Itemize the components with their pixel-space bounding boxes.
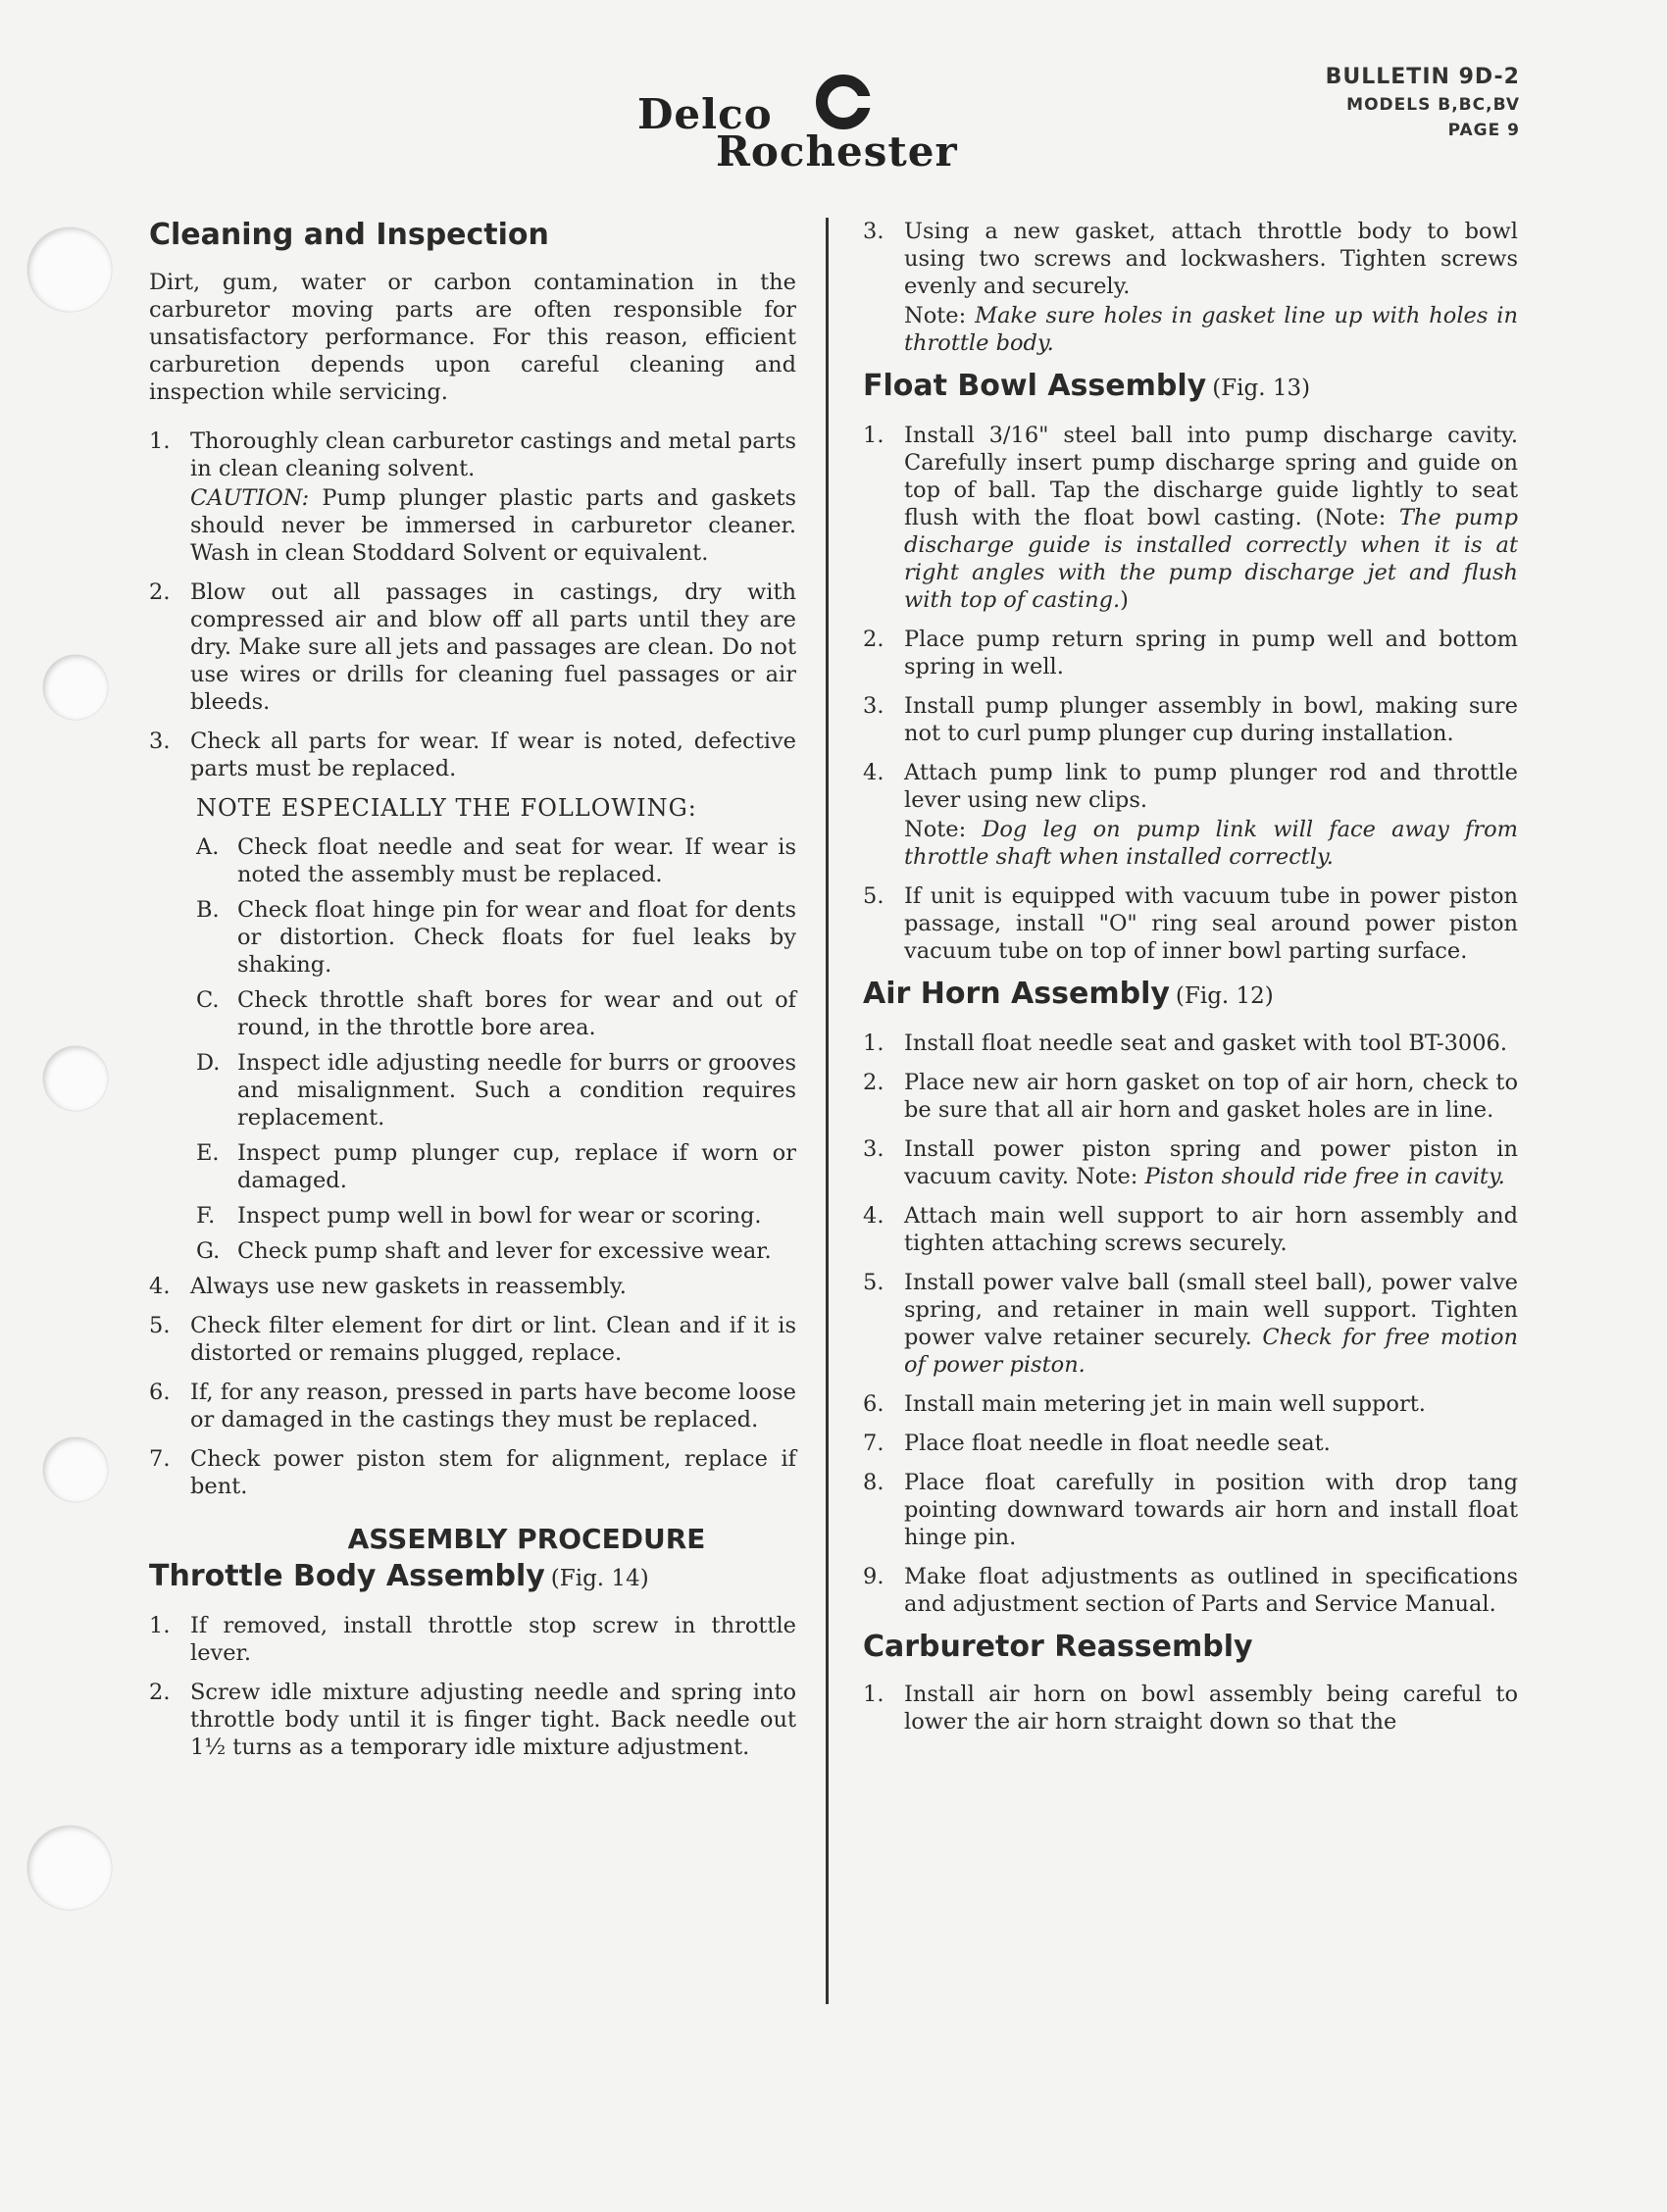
list-item: [863, 1430, 1518, 1457]
item-italic-text: Piston should ride free in cavity.: [1144, 1164, 1505, 1189]
item-text: Make float adjustments as outlined in specifications and adjustment section of Parts and Service Manual.: [904, 1564, 1518, 1617]
section-title-float-bowl: [863, 369, 1518, 406]
item-text: Install power piston spring and power piston in vacuum cavity. Note:: [904, 1136, 1518, 1189]
item-letter: C.: [196, 987, 220, 1013]
item-text: Check filter element for dirt or lint. Clean and if it is distorted or remains plugged, replace.: [190, 1313, 796, 1366]
item-text: If unit is equipped with vacuum tube in power piston passage, install "O" ring seal around power piston vacuum tube on top of inner bowl parting surface.: [904, 883, 1518, 964]
note-especially-heading: NOTE ESPECIALLY THE FOLLOWING:: [196, 794, 697, 822]
item-text: Using a new gasket, attach throttle body to bowl using two screws and lockwashers. Tighten screws evenly and securely.: [904, 219, 1518, 299]
list-item: [863, 692, 1518, 747]
item-number: 5.: [863, 883, 884, 909]
item-number: 1.: [863, 1682, 884, 1707]
note-text: Make sure holes in gasket line up with holes in throttle body.: [904, 303, 1518, 356]
item-number: 5.: [863, 1270, 884, 1295]
list-item: [863, 1681, 1518, 1735]
list-item: [863, 1069, 1518, 1124]
item-text: Always use new gaskets in reassembly.: [190, 1274, 627, 1299]
list-item: [149, 1273, 796, 1300]
binder-hole-5: [27, 1826, 112, 1910]
item-number: 3.: [149, 729, 171, 754]
list-item: [863, 1135, 1518, 1190]
list-item: [149, 1679, 796, 1761]
sub-list-item: [149, 986, 796, 1041]
figure-reference: (Fig. 12): [1175, 983, 1274, 1009]
item-text: Place new air horn gasket on top of air horn, check to be sure that all air horn and gasket holes are in line.: [904, 1070, 1518, 1123]
list-item: [149, 728, 796, 782]
item-text: If, for any reason, pressed in parts have become loose or damaged in the castings they must be replaced.: [190, 1380, 796, 1433]
item-tail: ): [1120, 587, 1129, 613]
item-text: Install float needle seat and gasket with tool BT-3006.: [904, 1031, 1507, 1056]
item-text: Place float needle in float needle seat.: [904, 1431, 1331, 1456]
item-number: 1.: [863, 1031, 884, 1056]
bulletin-header: [1326, 65, 1520, 140]
item-text: If removed, install throttle stop screw in throttle lever.: [190, 1613, 796, 1666]
list-item: [149, 1445, 796, 1500]
list-item: [863, 626, 1518, 680]
bulletin-number: BULLETIN 9D-2: [1325, 65, 1520, 89]
right-column: [863, 218, 1518, 1747]
list-item: [149, 1612, 796, 1667]
item-text: Blow out all passages in castings, dry with compressed air and blow off all parts until they are dry. Make sure all jets and passages are clean. Do not use wires or drills for cleaning fuel passages or air bleeds.: [190, 579, 796, 715]
float-title-text: Float Bowl Assembly: [863, 369, 1207, 403]
item-text: Install power valve ball (small steel ball), power valve spring, and retainer in main well support. Tighten power valve retainer securely.: [904, 1270, 1518, 1350]
binder-hole-1: [27, 227, 112, 312]
item-text: Install 3/16" steel ball into pump discharge cavity. Carefully insert pump discharge spring and guide on top of ball. Tap the discharge guide lightly to seat flush with the float bowl casting. (Note:: [904, 423, 1518, 530]
item-number: 2.: [149, 1680, 171, 1705]
item-text: Thoroughly clean carburetor castings and metal parts in clean cleaning solvent.: [190, 428, 796, 481]
item-text: Check throttle shaft bores for wear and out of round, in the throttle bore area.: [237, 987, 796, 1040]
item-text: Attach main well support to air horn assembly and tighten attaching screws securely.: [904, 1203, 1518, 1256]
sub-list-item: [149, 1202, 796, 1230]
list-item: [149, 427, 796, 567]
list-item: [863, 1030, 1518, 1057]
left-column: [149, 218, 796, 1773]
list-item: [149, 1379, 796, 1433]
list-item: [863, 422, 1518, 614]
sub-list-item: [149, 1139, 796, 1194]
item-letter: A.: [196, 834, 220, 860]
item-number: 6.: [863, 1391, 884, 1417]
sub-list-item: [149, 1237, 796, 1265]
item-text: Place float carefully in position with drop tang pointing downward towards air horn and install float hinge pin.: [904, 1470, 1518, 1550]
item-number: 8.: [863, 1470, 884, 1495]
list-item: [149, 578, 796, 716]
caution-label: CAUTION:: [190, 485, 310, 511]
binder-hole-4: [43, 1437, 108, 1502]
item-number: 1.: [149, 1613, 171, 1638]
section-title-throttle-body: [149, 1559, 796, 1596]
assembly-procedure-heading: ASSEMBLY PROCEDURE: [347, 1523, 706, 1555]
item-text: Install main metering jet in main well support.: [904, 1391, 1426, 1417]
section-title-air-horn: [863, 977, 1518, 1014]
item-number: 2.: [863, 1070, 884, 1095]
list-item: [863, 1563, 1518, 1618]
item-letter: G.: [196, 1238, 221, 1264]
item-text: Place pump return spring in pump well and bottom spring in well.: [904, 627, 1518, 679]
item-italic-text: The pump discharge guide is installed correctly when it is at right angles with the pump discharge jet and flush with top of casting.: [904, 505, 1518, 613]
list-item: [863, 1390, 1518, 1418]
item-number: 2.: [863, 627, 884, 652]
models-label: MODELS B,BC,BV: [1346, 95, 1520, 115]
note: [904, 302, 1518, 357]
sub-list-item: [149, 896, 796, 979]
item-letter: F.: [196, 1203, 216, 1229]
logo-text-delco: Delco: [637, 90, 773, 138]
list-item: [863, 218, 1518, 357]
item-text: Screw idle mixture adjusting needle and spring into throttle body until it is finger tight. Back needle out 1½ turns as a temporary idle mixture adjustment.: [190, 1680, 796, 1760]
throttle-title-text: Throttle Body Assembly: [149, 1559, 545, 1593]
list-item: [863, 1469, 1518, 1551]
section-title-cleaning: Cleaning and Inspection: [149, 218, 549, 252]
sub-list-item: [149, 1049, 796, 1131]
item-number: 7.: [863, 1431, 884, 1456]
item-text: Check pump shaft and lever for excessive wear.: [237, 1238, 772, 1264]
item-number: 5.: [149, 1313, 171, 1338]
item-text: Install pump plunger assembly in bowl, making sure not to curl pump plunger cup during installation.: [904, 693, 1518, 746]
figure-reference: (Fig. 14): [550, 1566, 649, 1591]
binder-hole-2: [43, 655, 108, 720]
note-label: Note:: [904, 303, 967, 328]
item-letter: B.: [196, 897, 220, 923]
item-text: Check float hinge pin for wear and float for dents or distortion. Check floats for fuel leaks by shaking.: [237, 897, 796, 978]
caution-note: [190, 484, 796, 567]
item-letter: D.: [196, 1050, 221, 1076]
item-number: 9.: [863, 1564, 884, 1589]
item-letter: E.: [196, 1140, 220, 1166]
note-text: Dog leg on pump link will face away from throttle shaft when installed correctly.: [904, 817, 1519, 870]
item-number: 6.: [149, 1380, 171, 1405]
item-text: Check float needle and seat for wear. If wear is noted the assembly must be replaced.: [237, 834, 796, 887]
list-item: [863, 1202, 1518, 1257]
delco-rochester-logo: [637, 69, 1030, 176]
sub-list-item: [149, 833, 796, 888]
list-item: [863, 882, 1518, 965]
item-text: Check power piston stem for alignment, replace if bent.: [190, 1446, 796, 1499]
item-number: 7.: [149, 1446, 171, 1472]
list-item: [863, 1269, 1518, 1379]
note-label: Note:: [904, 817, 967, 842]
item-number: 1.: [149, 428, 171, 454]
item-number: 2.: [149, 579, 171, 605]
logo-text-rochester: Rochester: [716, 127, 958, 176]
item-italic-text: Check for free motion of power piston.: [904, 1325, 1518, 1378]
section-title-carburetor-reassembly: Carburetor Reassembly: [863, 1630, 1253, 1664]
list-item: [149, 1312, 796, 1367]
list-item: [863, 759, 1518, 871]
note: [904, 816, 1518, 871]
delco-logo-icon: [814, 73, 873, 131]
item-number: 3.: [863, 1136, 884, 1162]
item-number: 4.: [863, 1203, 884, 1229]
item-text: Install air horn on bowl assembly being careful to lower the air horn straight down so that the: [904, 1682, 1518, 1734]
item-text: Inspect pump well in bowl for wear or scoring.: [237, 1203, 762, 1229]
figure-reference: (Fig. 13): [1212, 376, 1311, 401]
column-divider: [826, 218, 829, 2004]
item-number: 3.: [863, 219, 884, 244]
page-number: PAGE 9: [1447, 121, 1520, 140]
item-number: 4.: [149, 1274, 171, 1299]
item-text: Inspect idle adjusting needle for burrs or grooves and misalignment. Such a condition requires replacement.: [237, 1050, 796, 1131]
binder-hole-3: [43, 1046, 108, 1111]
item-number: 1.: [863, 423, 884, 448]
item-number: 3.: [863, 693, 884, 719]
item-text: Attach pump link to pump plunger rod and throttle lever using new clips.: [904, 760, 1518, 813]
item-text: Inspect pump plunger cup, replace if worn or damaged.: [237, 1140, 796, 1193]
airhorn-title-text: Air Horn Assembly: [863, 977, 1170, 1011]
item-number: 4.: [863, 760, 884, 785]
caution-text: Pump plunger plastic parts and gaskets should never be immersed in carburetor cleaner. Wash in clean Stoddard Solvent or equivalent.: [190, 485, 796, 566]
item-text: Check all parts for wear. If wear is noted, defective parts must be replaced.: [190, 729, 796, 781]
cleaning-intro: Dirt, gum, water or carbon contamination in the carburetor moving parts are often responsible for unsatisfactory performance. For this reason, efficient carburetion depends upon careful cleaning and inspection while servicing.: [149, 270, 796, 405]
